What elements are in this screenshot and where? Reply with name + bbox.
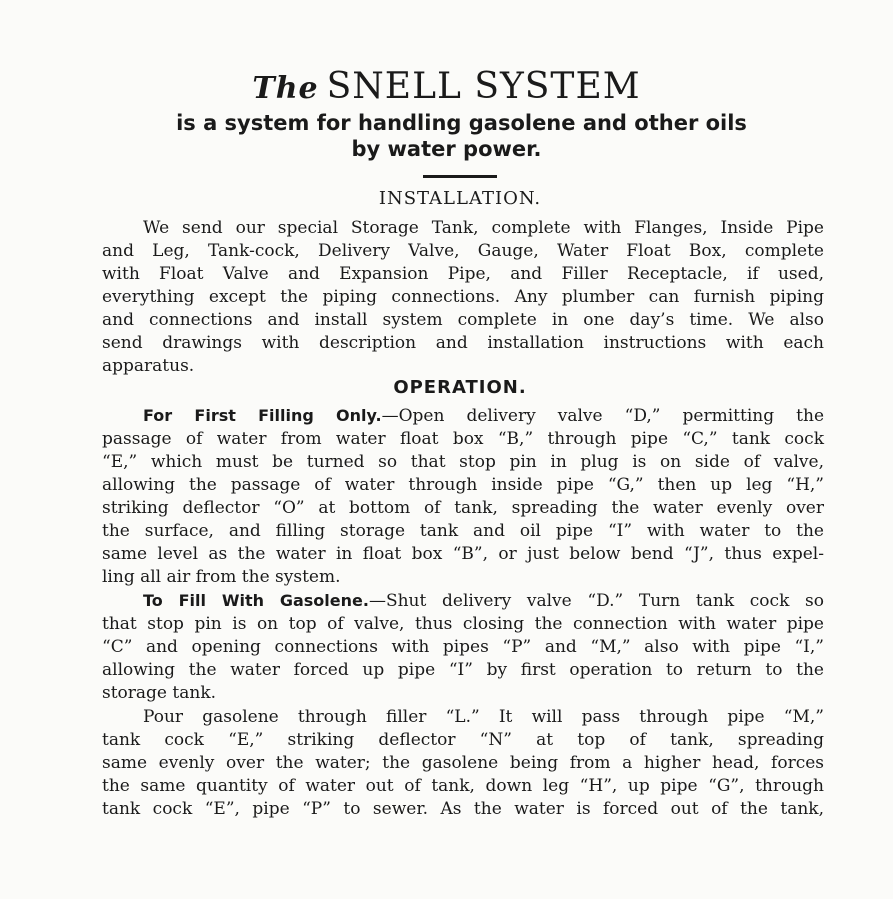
installation-line: apparatus.: [102, 356, 195, 376]
subtitle-line-1: is a system for handling gasolene and other oils: [176, 111, 747, 135]
first-filling-line: ling all air from the system.: [102, 567, 341, 587]
installation-heading: INSTALLATION.: [378, 188, 542, 209]
fill-gasolene-line1-rest: —Shut delivery valve “D.” Turn tank cock so: [368, 591, 824, 611]
first-filling-line: same level as the water in float box “B”, or just below bend “J”, thus expel-: [102, 544, 824, 564]
fill-gasolene-lead: To Fill With Gasolene.: [143, 591, 369, 610]
installation-line: and connections and install system complete in one day’s time. We also: [102, 310, 824, 330]
installation-line: send drawings with description and installation instructions with each: [102, 333, 824, 353]
fill-gasolene-line: [143, 590, 824, 612]
first-filling-lead: For First Filling Only.: [143, 406, 382, 425]
pour-line: tank cock “E,” striking deflector “N” at top of tank, spreading: [102, 730, 824, 750]
fill-gasolene-line: “C” and opening connections with pipes “P” and “M,” also with pipe “I,”: [102, 637, 824, 657]
fill-gasolene-line: storage tank.: [102, 683, 217, 703]
subtitle-line-2: by water power.: [351, 137, 542, 161]
pour-line: same evenly over the water; the gasolene being from a higher head, forces: [102, 753, 824, 773]
operation-heading: OPERATION.: [393, 377, 527, 398]
fill-gasolene-line: that stop pin is on top of valve, thus closing the connection with water pipe: [102, 614, 824, 634]
pour-line: the same quantity of water out of tank, down leg “H”, up pipe “G”, through: [102, 776, 824, 796]
pour-line: Pour gasolene through filler “L.” It will pass through pipe “M,”: [143, 707, 824, 727]
installation-line: and Leg, Tank-cock, Delivery Valve, Gauge, Water Float Box, complete: [102, 241, 824, 261]
first-filling-line: passage of water from water float box “B,” through pipe “C,” tank cock: [102, 429, 824, 449]
title-prefix: The: [252, 71, 319, 106]
first-filling-line: [143, 405, 824, 427]
pour-line: tank cock “E”, pipe “P” to sewer. As the water is forced out of the tank,: [102, 799, 824, 819]
installation-line: everything except the piping connections. Any plumber can furnish piping: [102, 287, 824, 307]
page-title: [0, 66, 893, 107]
installation-line: with Float Valve and Expansion Pipe, and Filler Receptacle, if used,: [102, 264, 824, 284]
first-filling-line: the surface, and filling storage tank and oil pipe “I” with water to the: [102, 521, 824, 541]
installation-line: We send our special Storage Tank, complete with Flanges, Inside Pipe: [143, 218, 824, 238]
first-filling-line: allowing the passage of water through inside pipe “G,” then up leg “H,”: [102, 475, 824, 495]
first-filling-line: “E,” which must be turned so that stop pin in plug is on side of valve,: [102, 452, 824, 472]
first-filling-line1-rest: —Open delivery valve “D,” permitting the: [381, 406, 825, 426]
fill-gasolene-line: allowing the water forced up pipe “I” by first operation to return to the: [102, 660, 824, 680]
divider-rule: [423, 175, 497, 178]
title-main: SNELL SYSTEM: [326, 66, 641, 107]
first-filling-line: striking deflector “O” at bottom of tank, spreading the water evenly over: [102, 498, 824, 518]
